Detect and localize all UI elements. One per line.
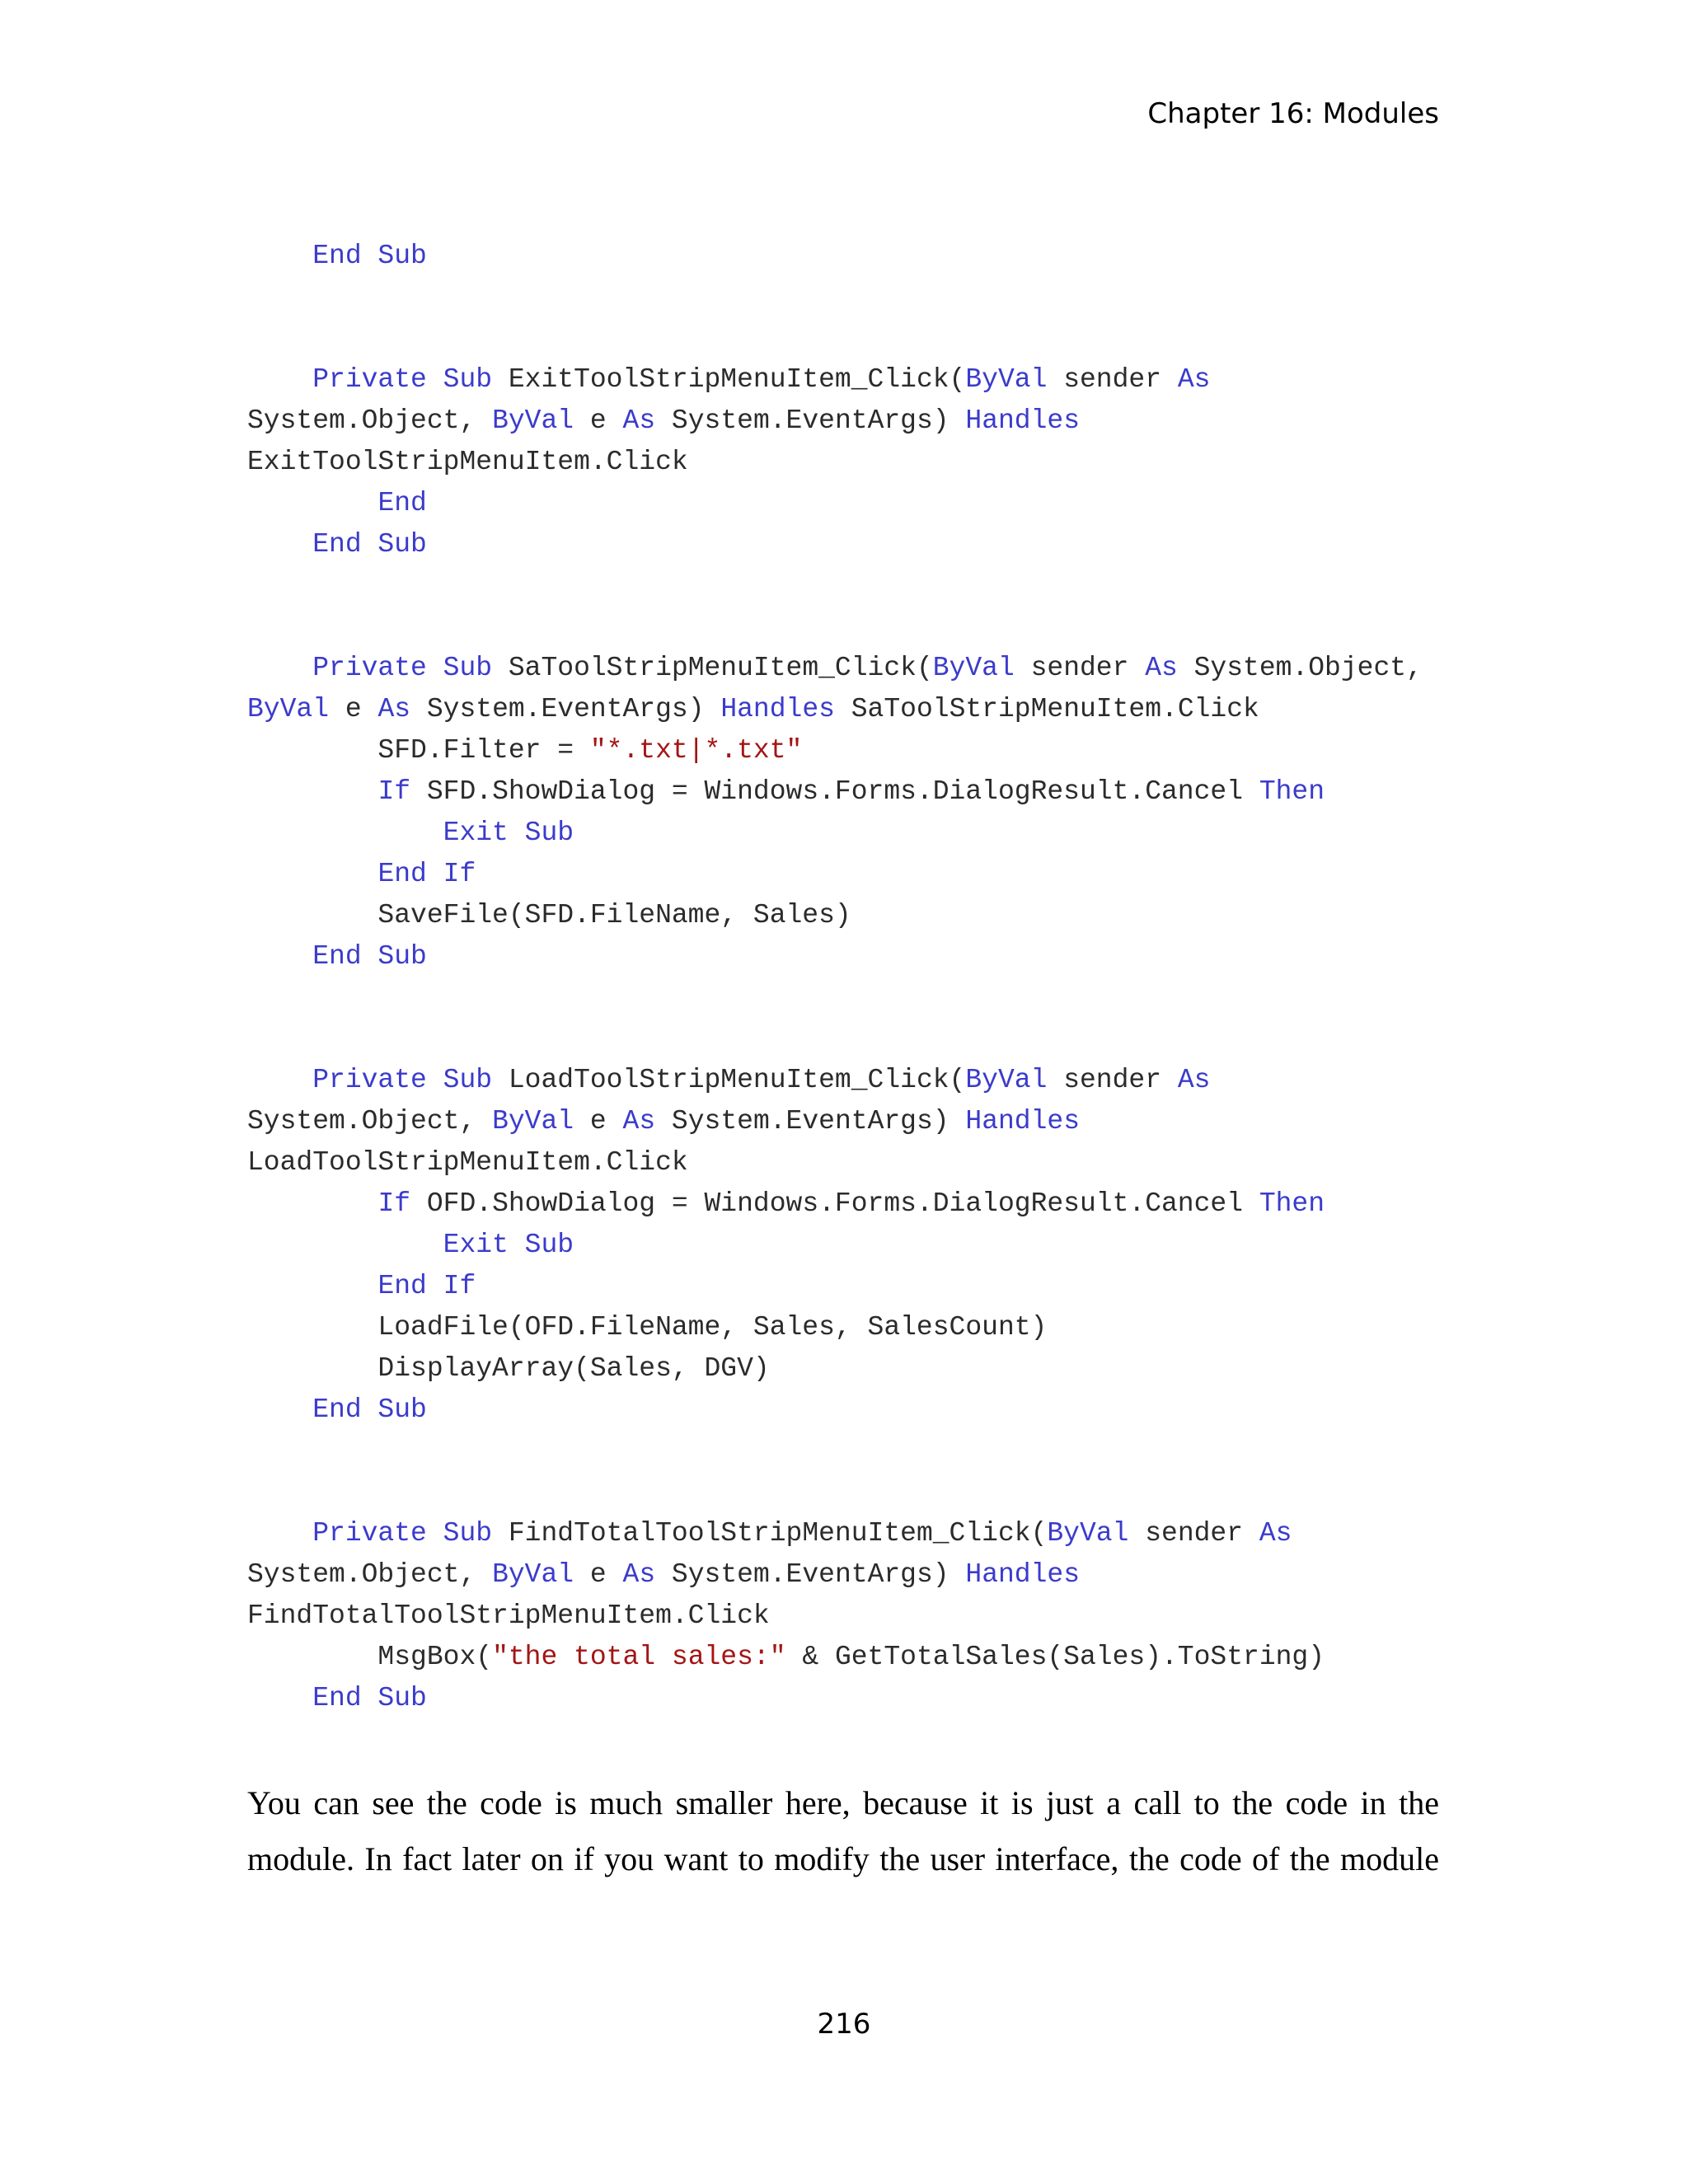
- code-keyword: ByVal: [965, 1065, 1048, 1095]
- code-line: [247, 1307, 1442, 1348]
- code-line: [247, 1183, 1442, 1225]
- code-line: [247, 1060, 1442, 1101]
- code-text: [247, 488, 377, 518]
- code-line: [247, 483, 1442, 524]
- code-line: [247, 854, 1442, 895]
- code-text: System.Object,: [247, 405, 493, 436]
- paragraph-line: You can see the code is much smaller here, because it is just a call to the code in the: [247, 1784, 1439, 1821]
- code-text: sender: [1014, 653, 1146, 683]
- code-line: [247, 1348, 1442, 1390]
- code-line: [247, 524, 1442, 565]
- code-text: [247, 859, 377, 889]
- code-listing: [247, 236, 1442, 1719]
- code-keyword: Handles: [965, 1106, 1081, 1137]
- code-text: DisplayArray(Sales, DGV): [247, 1353, 770, 1384]
- code-line: [247, 1596, 1442, 1637]
- page-number: 216: [817, 2008, 871, 2041]
- code-text: SFD.ShowDialog = Windows.Forms.DialogResult.Cancel: [410, 776, 1259, 807]
- code-keyword: End Sub: [312, 1394, 427, 1425]
- code-keyword: Then: [1259, 776, 1325, 807]
- code-line: [247, 401, 1442, 442]
- code-text: & GetTotalSales(Sales).ToString): [785, 1642, 1325, 1672]
- code-line: [247, 1431, 1442, 1472]
- code-text: [247, 1394, 312, 1425]
- code-keyword: Exit Sub: [443, 1230, 574, 1260]
- code-text: sender: [1128, 1518, 1259, 1549]
- code-text: System.EventArgs): [655, 1106, 966, 1137]
- code-string: "*.txt|*.txt": [589, 735, 803, 766]
- code-keyword: Handles: [720, 694, 835, 724]
- code-keyword: ByVal: [965, 364, 1048, 395]
- code-line: [247, 565, 1442, 607]
- code-keyword: Then: [1259, 1188, 1325, 1219]
- code-text: SaToolStripMenuItem_Click(: [492, 653, 933, 683]
- paragraph-line: module. In fact later on if you want to modify the user interface, the code of the module: [247, 1840, 1439, 1877]
- code-line: [247, 1513, 1442, 1554]
- code-keyword: ByVal: [247, 694, 330, 724]
- code-text: e: [574, 1106, 623, 1137]
- code-text: [247, 1518, 312, 1549]
- code-keyword: ByVal: [1047, 1518, 1129, 1549]
- code-line: [247, 1554, 1442, 1596]
- code-keyword: End Sub: [312, 529, 427, 560]
- code-line: [247, 1101, 1442, 1142]
- code-text: System.Object,: [247, 1106, 493, 1137]
- code-text: [247, 241, 312, 271]
- code-keyword: Exit Sub: [443, 818, 574, 848]
- code-keyword: Handles: [965, 1559, 1081, 1590]
- code-line: [247, 936, 1442, 977]
- code-text: [247, 1188, 377, 1219]
- code-text: [247, 941, 312, 972]
- code-text: [247, 1683, 312, 1713]
- code-keyword: ByVal: [932, 653, 1015, 683]
- code-text: e: [574, 1559, 623, 1590]
- code-text: OFD.ShowDialog = Windows.Forms.DialogResult.Cancel: [410, 1188, 1259, 1219]
- code-keyword: As: [1259, 1518, 1292, 1549]
- code-keyword: As: [1177, 364, 1211, 395]
- code-keyword: End If: [377, 1271, 476, 1301]
- code-keyword: If: [377, 1188, 411, 1219]
- code-line: [247, 277, 1442, 318]
- code-keyword: As: [622, 1559, 656, 1590]
- code-line: [247, 895, 1442, 936]
- code-keyword: End: [377, 488, 427, 518]
- code-keyword: ByVal: [492, 405, 574, 436]
- code-keyword: End Sub: [312, 241, 427, 271]
- code-text: [247, 364, 312, 395]
- code-text: [247, 1065, 312, 1095]
- code-text: [247, 818, 443, 848]
- code-text: e: [574, 405, 623, 436]
- code-keyword: As: [377, 694, 411, 724]
- code-text: MsgBox(: [247, 1642, 493, 1672]
- code-keyword: ByVal: [492, 1559, 574, 1590]
- code-line: [247, 813, 1442, 854]
- code-keyword: As: [1177, 1065, 1211, 1095]
- code-line: [247, 442, 1442, 483]
- code-text: [247, 776, 377, 807]
- code-line: [247, 1225, 1442, 1266]
- code-text: [247, 1230, 443, 1260]
- code-text: sender: [1047, 1065, 1178, 1095]
- code-line: [247, 1019, 1442, 1060]
- code-text: SaveFile(SFD.FileName, Sales): [247, 900, 851, 930]
- code-text: SFD.Filter =: [247, 735, 590, 766]
- code-line: [247, 1142, 1442, 1183]
- code-text: System.Object,: [1177, 653, 1423, 683]
- code-keyword: End If: [377, 859, 476, 889]
- code-text: SaToolStripMenuItem.Click: [834, 694, 1259, 724]
- code-line: [247, 771, 1442, 813]
- code-keyword: Handles: [965, 405, 1081, 436]
- code-keyword: End Sub: [312, 1683, 427, 1713]
- body-paragraph: [247, 1775, 1439, 1887]
- code-text: LoadFile(OFD.FileName, Sales, SalesCount): [247, 1312, 1048, 1343]
- code-text: System.EventArgs): [655, 1559, 966, 1590]
- code-line: [247, 648, 1442, 689]
- code-keyword: If: [377, 776, 411, 807]
- code-string: "the total sales:": [492, 1642, 786, 1672]
- code-keyword: As: [622, 1106, 656, 1137]
- code-line: [247, 607, 1442, 648]
- code-line: [247, 730, 1442, 771]
- code-line: [247, 1390, 1442, 1431]
- code-line: [247, 1637, 1442, 1678]
- code-text: System.EventArgs): [410, 694, 721, 724]
- code-keyword: As: [1145, 653, 1178, 683]
- code-keyword: Private Sub: [312, 1518, 493, 1549]
- code-keyword: End Sub: [312, 941, 427, 972]
- code-line: [247, 689, 1442, 730]
- code-text: FindTotalToolStripMenuItem.Click: [247, 1601, 770, 1631]
- code-text: ExitToolStripMenuItem_Click(: [492, 364, 966, 395]
- code-line: [247, 236, 1442, 277]
- code-line: [247, 1472, 1442, 1513]
- code-text: [247, 653, 312, 683]
- code-text: FindTotalToolStripMenuItem_Click(: [492, 1518, 1048, 1549]
- code-keyword: As: [622, 405, 656, 436]
- code-line: [247, 977, 1442, 1019]
- code-text: e: [329, 694, 378, 724]
- code-text: System.EventArgs): [655, 405, 966, 436]
- chapter-header: Chapter 16: Modules: [1147, 97, 1439, 130]
- code-text: ExitToolStripMenuItem.Click: [247, 447, 688, 477]
- code-keyword: Private Sub: [312, 364, 493, 395]
- code-keyword: Private Sub: [312, 1065, 493, 1095]
- code-text: LoadToolStripMenuItem_Click(: [492, 1065, 966, 1095]
- code-keyword: Private Sub: [312, 653, 493, 683]
- code-text: LoadToolStripMenuItem.Click: [247, 1147, 688, 1178]
- code-text: sender: [1047, 364, 1178, 395]
- code-line: [247, 359, 1442, 401]
- code-text: System.Object,: [247, 1559, 493, 1590]
- code-line: [247, 1266, 1442, 1307]
- code-line: [247, 1678, 1442, 1719]
- code-keyword: ByVal: [492, 1106, 574, 1137]
- code-text: [247, 1271, 377, 1301]
- code-text: [247, 529, 312, 560]
- code-line: [247, 318, 1442, 359]
